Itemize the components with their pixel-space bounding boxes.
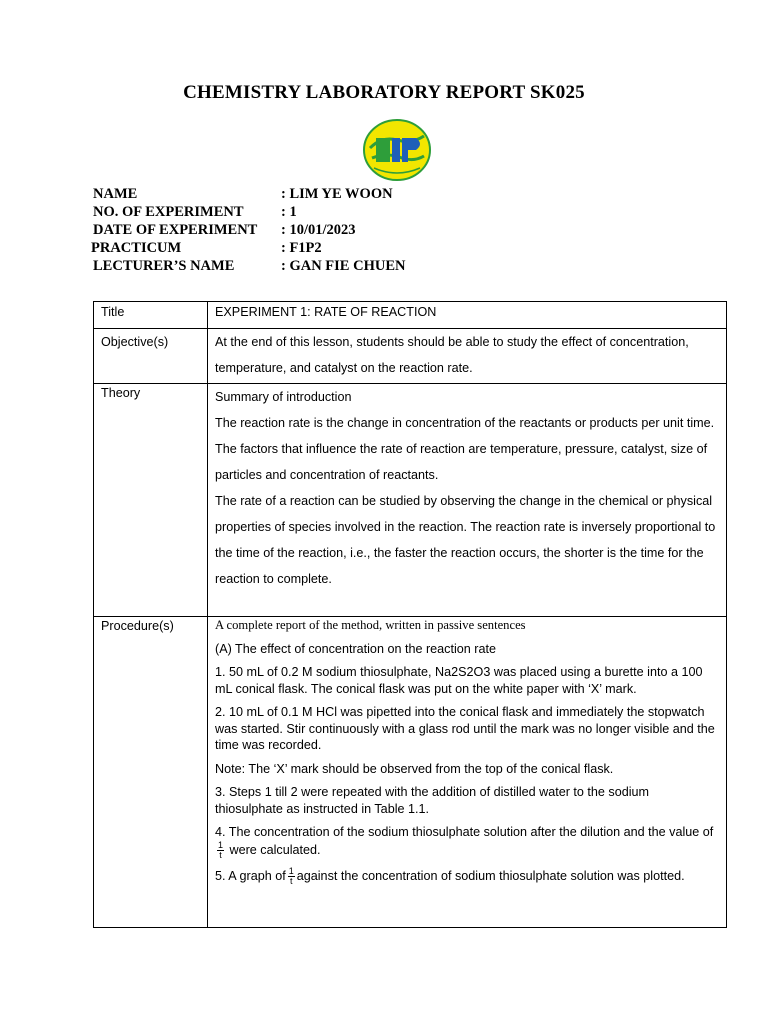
student-info	[93, 185, 405, 275]
fraction-one-over-t: $\frac{1}{t}$	[288, 865, 294, 886]
table-row-title	[94, 302, 727, 329]
report-title: CHEMISTRY LABORATORY REPORT SK025	[183, 82, 585, 103]
procedure-note: Note: The ‘X’ mark should be observed from the top of the conical flask.	[215, 761, 614, 776]
procedure-step-4: 4. The concentration of the sodium thiosulphate solution after the dilution and the value of $\frac{1}{t}$ were calculated.	[215, 825, 714, 860]
procedure-step-1: 1. 50 mL of 0.2 M sodium thiosulphate, Na2S2O3 was placed using a burette into a 100 mL conical flask. The conical flask was put on the white paper with ‘X’ mark.	[215, 665, 703, 696]
experiment-title: EXPERIMENT 1: RATE OF REACTION	[215, 305, 437, 319]
procedure-step-3: 3. Steps 1 till 2 were repeated with the addition of distilled water to the sodium thiosulphate as instructed in Table 1.1.	[215, 785, 650, 816]
procedure-step-5: 5. A graph of $\frac{1}{t}$ against the concentration of sodium thiosulphate solution was plotted.	[215, 865, 685, 886]
theory-label: Theory	[101, 386, 141, 400]
title-label: Title	[101, 305, 125, 319]
theory-paragraph-1: The reaction rate is the change in concentration of the reactants or products per unit time. The factors that influence the rate of reaction are temperature, pressure, catalyst, size of particles and concentration of reactants.	[215, 416, 715, 482]
college-logo-icon	[362, 118, 432, 182]
theory-heading: Summary of introduction	[215, 390, 352, 404]
procedure-label: Procedure(s)	[101, 619, 174, 633]
procedure-section-a: (A) The effect of concentration on the reaction rate	[215, 641, 496, 656]
info-row-name: NAME : LIM YE WOON	[93, 186, 393, 202]
table-row-procedure	[94, 617, 727, 928]
info-row-experiment-number: NO. OF EXPERIMENT : 1	[93, 204, 297, 220]
procedure-intro: A complete report of the method, written in passive sentences	[215, 618, 526, 632]
info-row-practicum: PRACTICUM : F1P2	[91, 240, 322, 256]
table-row-objective	[94, 329, 727, 384]
theory-paragraph-2: The rate of a reaction can be studied by observing the change in the chemical or physical properties of species involved in the reaction. The reaction rate is inversely proportional to the time of the reaction, i.e., the faster the reaction occurs, the shorter is the time for the reaction to complete.	[215, 494, 716, 586]
report-table	[93, 301, 727, 928]
info-row-lecturer: LECTURER’S NAME : GAN FIE CHUEN	[93, 258, 406, 274]
table-row-theory	[94, 384, 727, 617]
fraction-one-over-t: $\frac{1}{t}$	[218, 839, 224, 860]
objective-text: At the end of this lesson, students should be able to study the effect of concentration, temperature, and catalyst on the reaction rate.	[215, 335, 689, 375]
objective-label: Objective(s)	[101, 335, 169, 349]
procedure-step-2: 2. 10 mL of 0.1 M HCl was pipetted into the conical flask and immediately the stopwatch was started. Stir continuously with a glass rod until the mark was no longer visible and the time was recorded.	[215, 705, 715, 752]
info-row-date: DATE OF EXPERIMENT : 10/01/2023	[93, 222, 356, 238]
